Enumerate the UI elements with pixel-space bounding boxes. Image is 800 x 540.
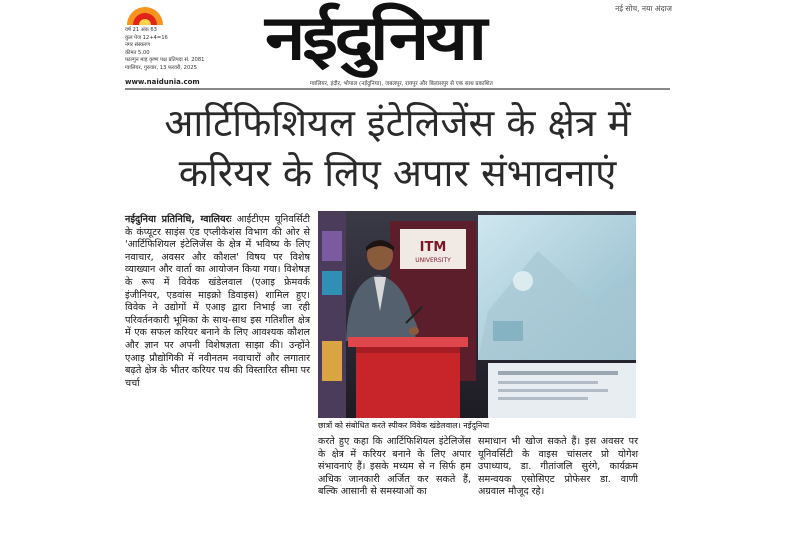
headline (125, 98, 670, 198)
article-column-2 (318, 436, 471, 499)
article-column-3 (478, 436, 638, 499)
dateline: नईदुनिया प्रतिनिधि, ग्वालियरः (125, 214, 232, 225)
rising-sun-logo-icon (125, 4, 165, 26)
publication-cities: ग्वालियर, इंदौर, भोपाल (नईदुनिया), जबलपुर, रायपुर और बिलासपुर से एक साथ प्रकाशित (310, 81, 493, 87)
photo-caption: छात्रों को संबोधित करते स्पीकर विवेक खंडेलवाल। नईदुनिया (318, 421, 490, 430)
edition-line: कीमत 5.00 (125, 49, 150, 56)
column-text: करते हुए कहा कि आर्टिफिशियल इंटेलिजेंस के क्षेत्र में करियर बनाने के लिए अपार संभावनाएं हैं। इसके मध्यम से न सिर्फ हम अधिक जानकारी अर्जित कर सकते हैं, बल्कि आसानी से समस्याओं का (318, 436, 471, 498)
article-photo (318, 211, 636, 418)
headline-line: करियर के लिए अपार संभावनाएं (178, 151, 617, 195)
edition-line: फाल्गुन माह कृष्ण पक्ष प्रतिपदा सं. 2081 (125, 57, 205, 64)
masthead (125, 2, 670, 86)
banner-brand: ITM (419, 240, 447, 255)
edition-info (125, 27, 255, 73)
masthead-divider (125, 88, 670, 90)
edition-line: नगर संस्करण (125, 42, 150, 49)
tagline: नई सोच, नया अंदाज (615, 4, 672, 13)
edition-line: कुल पेज 12+4=16 (125, 34, 168, 41)
column-text: आईटीएम यूनिवर्सिटी के कंप्यूटर साइंस एंड एप्लीकेशंस विभाग की ओर से 'आर्टिफिशियल इंटेलिजेंस के क्षेत्र में भविष्य के लिए नवाचार, अवसर और कौशल' विषय पर विशेष व्याख्यान और वार्ता का आयोजन किया गया। विशेषज्ञ के रूप में विवेक खंडेलवाल (एआइ फ्रेमवर्क इंजीनियर, एडवांस माइक्रो डिवाइस) शामिल हुए। विवेक ने उद्योगों में एआइ द्वारा निभाई जा रही परिवर्तनकारी भूमिका के साथ-साथ इस गतिशील क्षेत्र में एक सफल करियर बनाने के लिए आवश्यक कौशल और ज्ञान पर अपनी विशेषज्ञता साझा की। उन्होंने एआइ प्रौद्योगिकी में नवीनतम नवाचारों और लगातार बढ़ते क्षेत्र के भीतर करियर पथ की विस्तारित सीमा पर चर्चा (125, 214, 310, 389)
newspaper-title: नईदुनिया (265, 1, 484, 74)
article-column-1 (125, 214, 310, 390)
banner-sub: UNIVERSITY (415, 257, 451, 264)
headline-line: आर्टिफिशियल इंटेलिजेंस के क्षेत्र में (164, 101, 631, 145)
column-text: समाधान भी खोज सकते हैं। इस अवसर पर यूनिवर्सिटी के वाइस चांसलर प्रो योगेश उपाध्याय, डा. गीतांजलि सुरंगे, कार्यक्रम समन्वयक एसोसिएट प्रोफेसर डा. वाणी अग्रवाल मौजूद रहे। (478, 436, 638, 498)
website-link[interactable]: www.naidunia.com (125, 78, 200, 86)
edition-line: वर्ष 21 अंक 63 (125, 27, 157, 33)
speaker-photo-illustration (318, 211, 636, 418)
edition-line: ग्वालियर, गुरुवार, 13 फरवरी, 2025 (125, 64, 197, 71)
